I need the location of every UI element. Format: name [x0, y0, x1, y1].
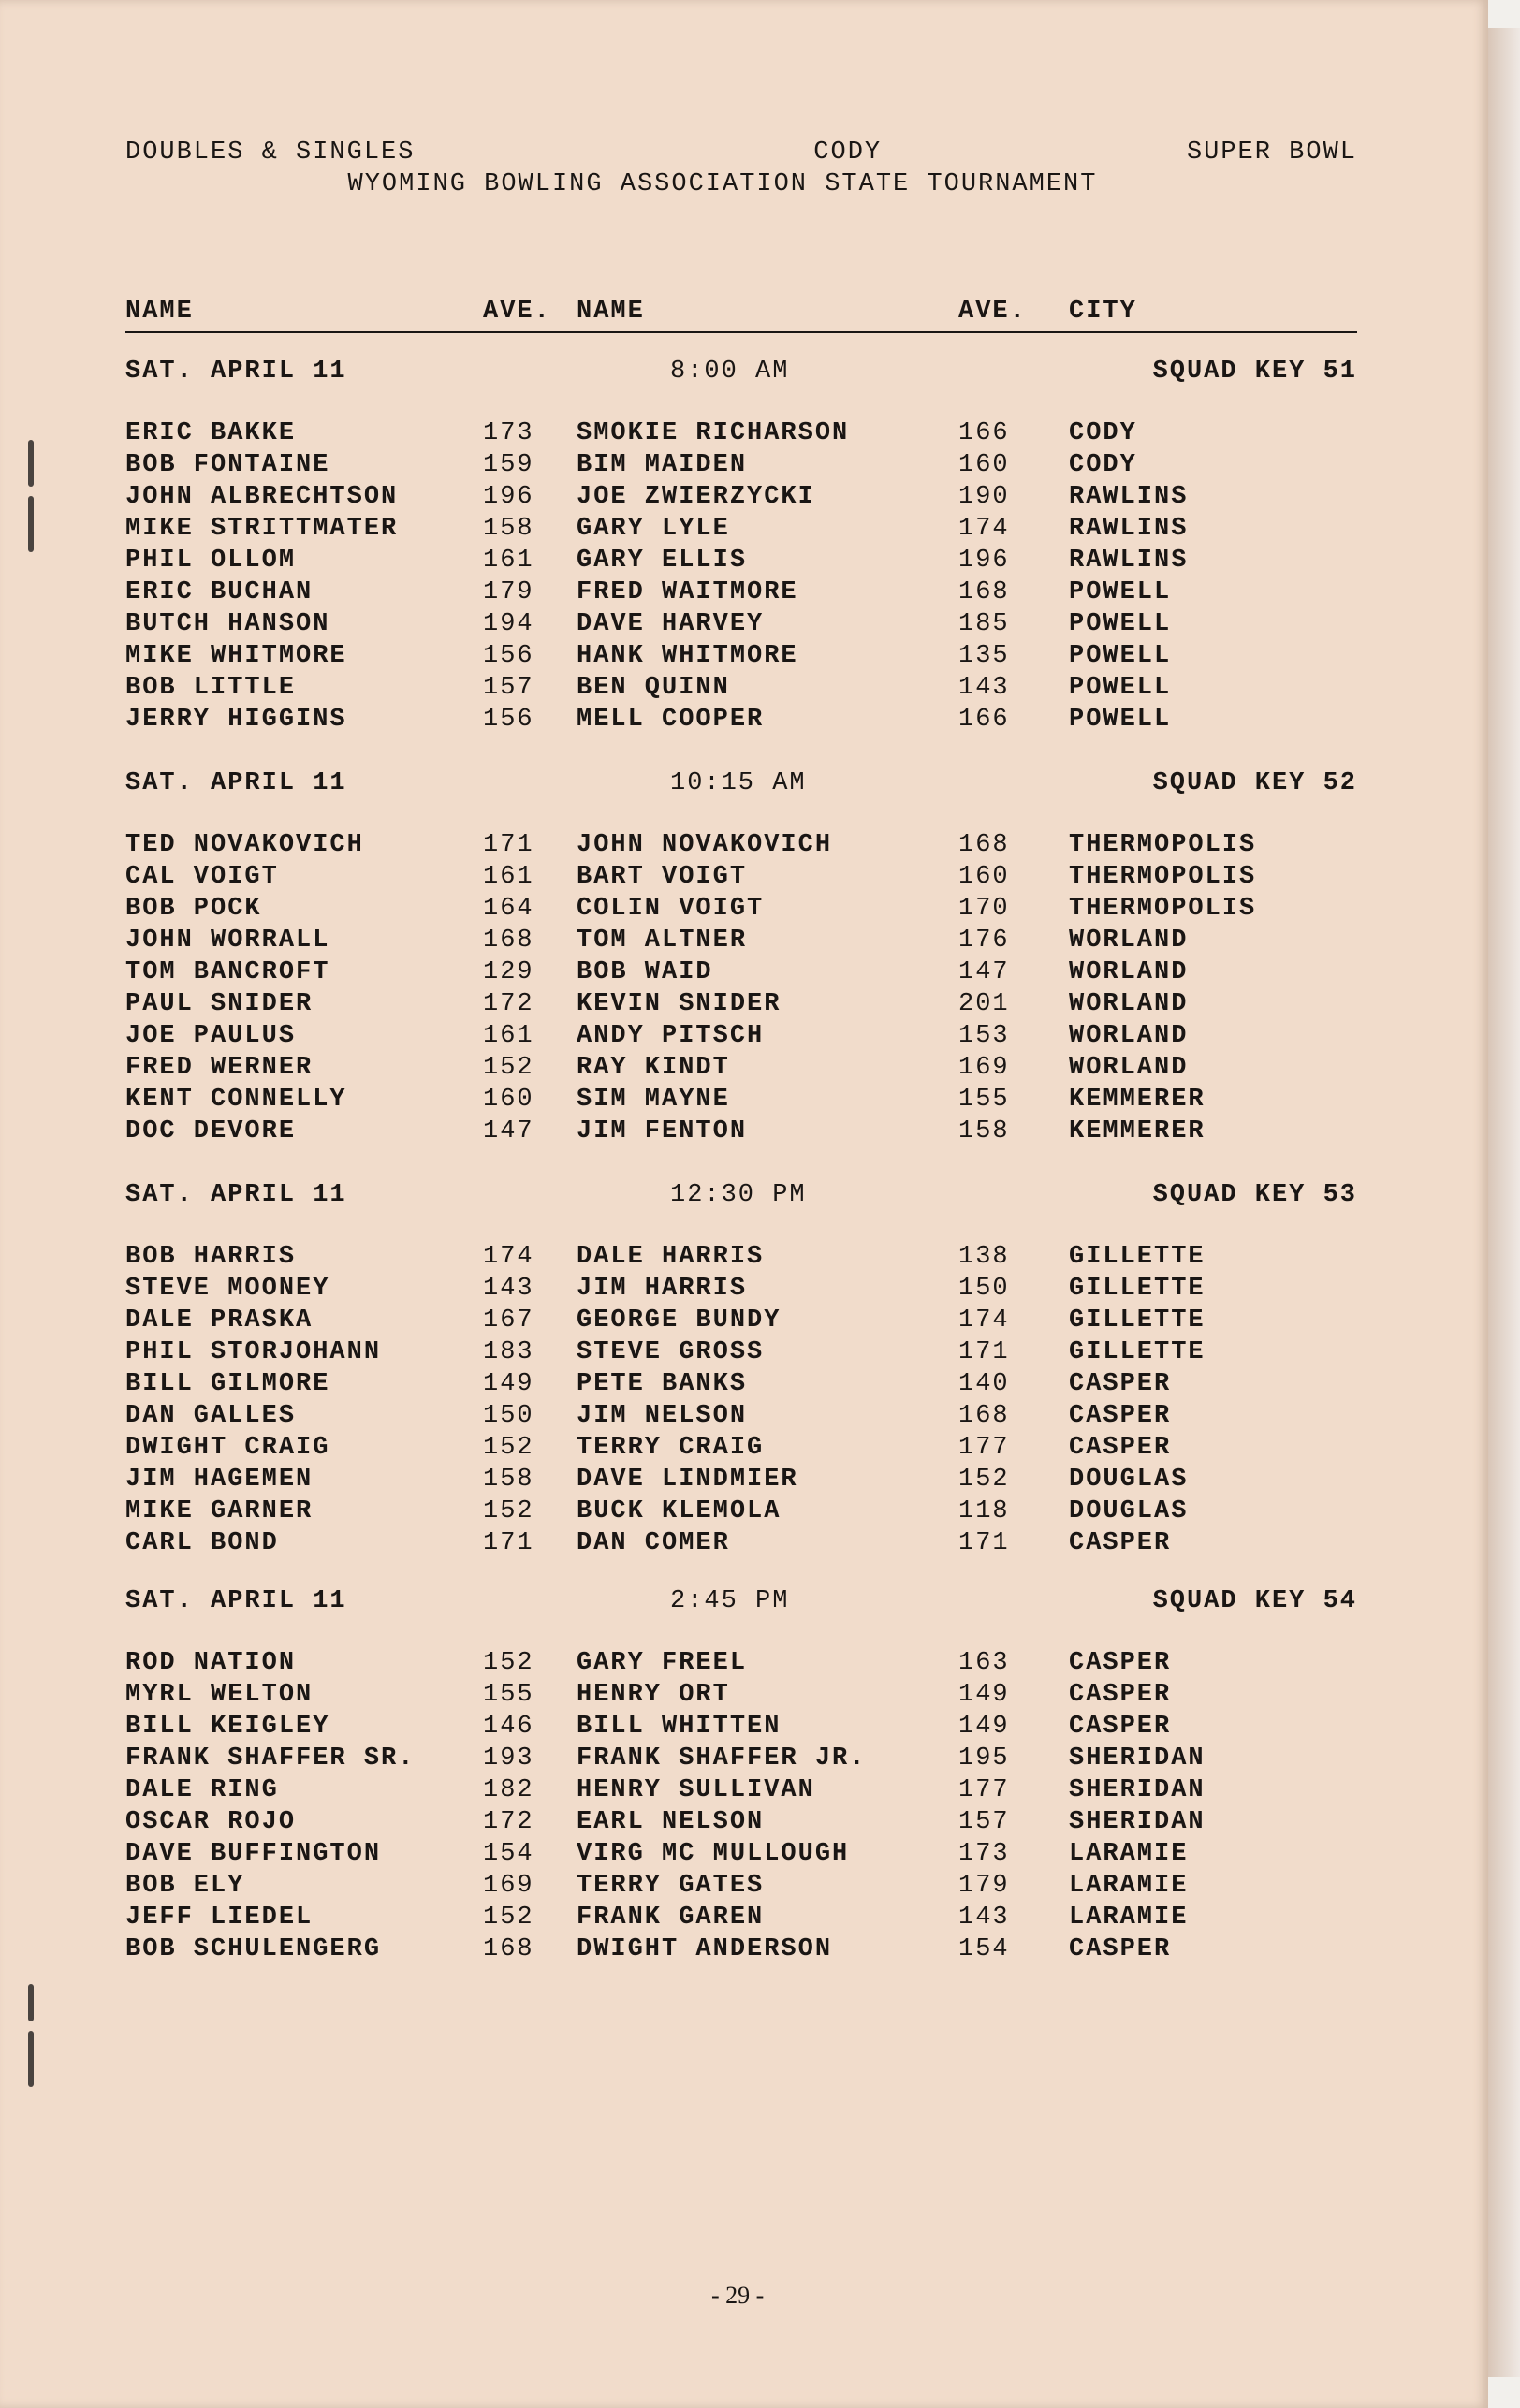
- squad-date: SAT. APRIL 11: [125, 358, 347, 386]
- team-city: CASPER: [1069, 1681, 1172, 1709]
- table-row: [125, 1086, 1357, 1117]
- header-venue: SUPER BOWL: [1186, 139, 1357, 167]
- player-2-average: 135: [958, 642, 1010, 670]
- squad-time: 12:30 PM: [670, 1181, 807, 1209]
- player-2-name: BIM MAIDEN: [577, 451, 748, 479]
- squad-date: SAT. APRIL 11: [125, 1181, 347, 1209]
- player-2-name: MELL COOPER: [577, 706, 765, 734]
- col-average-2: AVE.: [958, 298, 1027, 326]
- squad-section: [125, 1181, 1357, 1561]
- table-row: [125, 1306, 1357, 1338]
- player-1-name: DAN GALLES: [125, 1402, 297, 1430]
- table-row: [125, 1840, 1357, 1872]
- team-city: LARAMIE: [1069, 1840, 1189, 1868]
- player-2-name: COLIN VOIGT: [577, 895, 765, 923]
- player-1-average: 173: [483, 419, 534, 447]
- player-1-name: JERRY HIGGINS: [125, 706, 347, 734]
- squad-key: SQUAD KEY 51: [1152, 358, 1357, 386]
- player-1-average: 156: [483, 706, 534, 734]
- player-2-name: DAN COMER: [577, 1529, 730, 1557]
- player-1-name: DWIGHT CRAIG: [125, 1434, 330, 1462]
- player-1-name: ERIC BUCHAN: [125, 578, 314, 606]
- player-1-name: CARL BOND: [125, 1529, 279, 1557]
- player-1-average: 158: [483, 515, 534, 543]
- team-city: GILLETTE: [1069, 1243, 1206, 1271]
- player-1-name: BILL GILMORE: [125, 1370, 330, 1398]
- player-1-average: 160: [483, 1086, 534, 1114]
- player-2-name: JOHN NOVAKOVICH: [577, 831, 833, 859]
- table-row: [125, 547, 1357, 578]
- team-city: CASPER: [1069, 1649, 1172, 1677]
- staple-bottom: [28, 1984, 34, 2021]
- player-2-name: ANDY PITSCH: [577, 1022, 765, 1050]
- squad-section: [125, 1587, 1357, 1967]
- page-edge: [1488, 28, 1520, 2377]
- player-1-average: 171: [483, 1529, 534, 1557]
- player-1-average: 194: [483, 610, 534, 638]
- player-2-average: 179: [958, 1872, 1010, 1900]
- player-1-average: 172: [483, 990, 534, 1018]
- team-city: KEMMERER: [1069, 1117, 1206, 1146]
- team-city: CASPER: [1069, 1935, 1172, 1963]
- player-1-average: 129: [483, 958, 534, 986]
- squad-key: SQUAD KEY 53: [1152, 1181, 1357, 1209]
- table-row: [125, 610, 1357, 642]
- player-2-name: GARY LYLE: [577, 515, 730, 543]
- player-2-average: 163: [958, 1649, 1010, 1677]
- team-city: POWELL: [1069, 706, 1172, 734]
- squad-date: SAT. APRIL 11: [125, 769, 347, 797]
- player-1-average: 164: [483, 895, 534, 923]
- player-1-average: 146: [483, 1713, 534, 1741]
- player-1-name: BOB SCHULENGERG: [125, 1935, 382, 1963]
- team-city: RAWLINS: [1069, 483, 1189, 511]
- player-2-average: 153: [958, 1022, 1010, 1050]
- team-city: GILLETTE: [1069, 1338, 1206, 1366]
- player-1-average: 168: [483, 1935, 534, 1963]
- squad-time: 2:45 PM: [670, 1587, 790, 1615]
- player-2-name: JIM FENTON: [577, 1117, 748, 1146]
- player-2-name: FRED WAITMORE: [577, 578, 798, 606]
- player-2-average: 147: [958, 958, 1010, 986]
- player-2-name: DAVE HARVEY: [577, 610, 765, 638]
- player-1-average: 152: [483, 1054, 534, 1082]
- player-1-name: DALE PRASKA: [125, 1306, 314, 1335]
- player-2-name: STEVE GROSS: [577, 1338, 765, 1366]
- squad-time: 8:00 AM: [670, 358, 790, 386]
- squad-rows: [125, 1243, 1357, 1561]
- squad-rows: [125, 419, 1357, 737]
- table-row: [125, 1713, 1357, 1744]
- squad-rows: [125, 1649, 1357, 1967]
- player-2-name: DALE HARRIS: [577, 1243, 765, 1271]
- player-1-average: 143: [483, 1275, 534, 1303]
- table-row: [125, 451, 1357, 483]
- squad-section: [125, 769, 1357, 1149]
- team-city: SHERIDAN: [1069, 1744, 1206, 1773]
- table-row: [125, 1776, 1357, 1808]
- player-1-average: 152: [483, 1497, 534, 1525]
- player-1-average: 150: [483, 1402, 534, 1430]
- player-1-average: 156: [483, 642, 534, 670]
- player-2-name: DAVE LINDMIER: [577, 1466, 798, 1494]
- player-2-name: SIM MAYNE: [577, 1086, 730, 1114]
- team-city: DOUGLAS: [1069, 1466, 1189, 1494]
- player-2-name: BART VOIGT: [577, 863, 748, 891]
- player-2-name: PETE BANKS: [577, 1370, 748, 1398]
- page-header: [125, 139, 1357, 202]
- player-2-average: 201: [958, 990, 1010, 1018]
- player-1-name: ERIC BAKKE: [125, 419, 297, 447]
- player-2-average: 168: [958, 578, 1010, 606]
- player-2-name: GARY ELLIS: [577, 547, 748, 575]
- player-2-average: 140: [958, 1370, 1010, 1398]
- player-1-name: BOB FONTAINE: [125, 451, 330, 479]
- team-city: POWELL: [1069, 642, 1172, 670]
- player-2-average: 169: [958, 1054, 1010, 1082]
- player-1-name: TOM BANCROFT: [125, 958, 330, 986]
- table-row: [125, 515, 1357, 547]
- player-1-average: 161: [483, 547, 534, 575]
- team-city: CODY: [1069, 419, 1137, 447]
- player-2-average: 185: [958, 610, 1010, 638]
- header-location: CODY: [813, 139, 883, 167]
- squad-key: SQUAD KEY 52: [1152, 769, 1357, 797]
- team-city: LARAMIE: [1069, 1904, 1189, 1932]
- player-2-average: 174: [958, 515, 1010, 543]
- player-2-average: 166: [958, 706, 1010, 734]
- table-row: [125, 1275, 1357, 1306]
- table-row: [125, 1117, 1357, 1149]
- team-city: CASPER: [1069, 1529, 1172, 1557]
- table-row: [125, 642, 1357, 674]
- team-city: GILLETTE: [1069, 1275, 1206, 1303]
- table-row: [125, 958, 1357, 990]
- header-subtitle: WYOMING BOWLING ASSOCIATION STATE TOURNAMENT: [347, 170, 1098, 198]
- team-city: CODY: [1069, 451, 1137, 479]
- table-row: [125, 831, 1357, 863]
- player-2-average: 157: [958, 1808, 1010, 1836]
- player-1-average: 155: [483, 1681, 534, 1709]
- player-1-average: 157: [483, 674, 534, 702]
- player-1-average: 196: [483, 483, 534, 511]
- team-city: POWELL: [1069, 578, 1172, 606]
- player-1-average: 169: [483, 1872, 534, 1900]
- table-row: [125, 483, 1357, 515]
- player-2-average: 118: [958, 1497, 1010, 1525]
- player-2-average: 171: [958, 1529, 1010, 1557]
- team-city: SHERIDAN: [1069, 1776, 1206, 1804]
- player-1-average: 161: [483, 863, 534, 891]
- team-city: POWELL: [1069, 610, 1172, 638]
- squad-header: [125, 358, 1357, 391]
- team-city: THERMOPOLIS: [1069, 863, 1257, 891]
- player-2-name: TOM ALTNER: [577, 927, 748, 955]
- player-2-name: GARY FREEL: [577, 1649, 748, 1677]
- table-row: [125, 674, 1357, 706]
- player-2-name: VIRG MC MULLOUGH: [577, 1840, 850, 1868]
- team-city: WORLAND: [1069, 1054, 1189, 1082]
- player-2-name: DWIGHT ANDERSON: [577, 1935, 833, 1963]
- player-1-average: 147: [483, 1117, 534, 1146]
- team-city: SHERIDAN: [1069, 1808, 1206, 1836]
- table-row: [125, 1338, 1357, 1370]
- player-2-average: 158: [958, 1117, 1010, 1146]
- player-1-name: DALE RING: [125, 1776, 279, 1804]
- squad-date: SAT. APRIL 11: [125, 1587, 347, 1615]
- player-1-name: PAUL SNIDER: [125, 990, 314, 1018]
- player-1-name: BOB ELY: [125, 1872, 245, 1900]
- player-1-name: JOE PAULUS: [125, 1022, 297, 1050]
- table-row: [125, 1497, 1357, 1529]
- team-city: WORLAND: [1069, 927, 1189, 955]
- col-city: CITY: [1069, 298, 1137, 326]
- player-1-name: MIKE STRITTMATER: [125, 515, 399, 543]
- player-2-name: HENRY ORT: [577, 1681, 730, 1709]
- squad-section: [125, 358, 1357, 737]
- player-1-average: 193: [483, 1744, 534, 1773]
- player-2-average: 195: [958, 1744, 1010, 1773]
- squad-header: [125, 1587, 1357, 1621]
- player-1-name: CAL VOIGT: [125, 863, 279, 891]
- player-2-name: TERRY GATES: [577, 1872, 765, 1900]
- player-2-average: 171: [958, 1338, 1010, 1366]
- player-2-average: 150: [958, 1275, 1010, 1303]
- squad-key: SQUAD KEY 54: [1152, 1587, 1357, 1615]
- player-1-name: FRANK SHAFFER SR.: [125, 1744, 416, 1773]
- player-2-average: 160: [958, 451, 1010, 479]
- table-row: [125, 706, 1357, 737]
- table-row: [125, 1935, 1357, 1967]
- player-2-average: 143: [958, 1904, 1010, 1932]
- player-1-name: STEVE MOONEY: [125, 1275, 330, 1303]
- player-1-average: 149: [483, 1370, 534, 1398]
- player-1-name: BUTCH HANSON: [125, 610, 330, 638]
- table-row: [125, 1529, 1357, 1561]
- table-row: [125, 419, 1357, 451]
- table-row: [125, 1681, 1357, 1713]
- player-2-name: GEORGE BUNDY: [577, 1306, 782, 1335]
- squad-rows: [125, 831, 1357, 1149]
- squad-time: 10:15 AM: [670, 769, 807, 797]
- team-city: CASPER: [1069, 1402, 1172, 1430]
- player-1-average: 183: [483, 1338, 534, 1366]
- player-1-average: 182: [483, 1776, 534, 1804]
- player-1-name: DOC DEVORE: [125, 1117, 297, 1146]
- team-city: RAWLINS: [1069, 515, 1189, 543]
- table-row: [125, 1054, 1357, 1086]
- table-row: [125, 990, 1357, 1022]
- team-city: WORLAND: [1069, 1022, 1189, 1050]
- player-2-name: KEVIN SNIDER: [577, 990, 782, 1018]
- team-city: THERMOPOLIS: [1069, 831, 1257, 859]
- player-2-name: BILL WHITTEN: [577, 1713, 782, 1741]
- player-2-name: HENRY SULLIVAN: [577, 1776, 815, 1804]
- team-city: CASPER: [1069, 1713, 1172, 1741]
- player-2-name: BEN QUINN: [577, 674, 730, 702]
- header-event: DOUBLES & SINGLES: [125, 139, 416, 167]
- player-1-name: JIM HAGEMEN: [125, 1466, 314, 1494]
- player-2-average: 166: [958, 419, 1010, 447]
- player-1-name: PHIL OLLOM: [125, 547, 297, 575]
- player-2-average: 168: [958, 831, 1010, 859]
- team-city: THERMOPOLIS: [1069, 895, 1257, 923]
- player-1-name: DAVE BUFFINGTON: [125, 1840, 382, 1868]
- player-2-name: HANK WHITMORE: [577, 642, 798, 670]
- player-1-average: 172: [483, 1808, 534, 1836]
- player-1-name: BILL KEIGLEY: [125, 1713, 330, 1741]
- player-2-average: 152: [958, 1466, 1010, 1494]
- player-1-name: TED NOVAKOVICH: [125, 831, 364, 859]
- player-1-name: BOB POCK: [125, 895, 262, 923]
- table-row: [125, 1434, 1357, 1466]
- table-row: [125, 1808, 1357, 1840]
- team-city: KEMMERER: [1069, 1086, 1206, 1114]
- player-2-average: 173: [958, 1840, 1010, 1868]
- player-2-average: 170: [958, 895, 1010, 923]
- player-2-name: BUCK KLEMOLA: [577, 1497, 782, 1525]
- player-2-name: FRANK GAREN: [577, 1904, 765, 1932]
- page-number: - 29 -: [711, 2282, 765, 2309]
- player-1-name: FRED WERNER: [125, 1054, 314, 1082]
- player-1-average: 174: [483, 1243, 534, 1271]
- player-1-average: 179: [483, 578, 534, 606]
- player-1-name: PHIL STORJOHANN: [125, 1338, 382, 1366]
- table-row: [125, 863, 1357, 895]
- table-row: [125, 1904, 1357, 1935]
- player-1-average: 168: [483, 927, 534, 955]
- table-row: [125, 1744, 1357, 1776]
- team-city: GILLETTE: [1069, 1306, 1206, 1335]
- team-city: CASPER: [1069, 1370, 1172, 1398]
- col-average-1: AVE.: [483, 298, 551, 326]
- player-2-average: 174: [958, 1306, 1010, 1335]
- team-city: RAWLINS: [1069, 547, 1189, 575]
- player-1-name: OSCAR ROJO: [125, 1808, 297, 1836]
- player-1-average: 159: [483, 451, 534, 479]
- player-2-average: 190: [958, 483, 1010, 511]
- team-city: WORLAND: [1069, 990, 1189, 1018]
- player-1-average: 152: [483, 1904, 534, 1932]
- player-1-name: KENT CONNELLY: [125, 1086, 347, 1114]
- col-name-2: NAME: [577, 298, 645, 326]
- player-2-name: EARL NELSON: [577, 1808, 765, 1836]
- team-city: WORLAND: [1069, 958, 1189, 986]
- player-2-name: JIM HARRIS: [577, 1275, 748, 1303]
- player-1-name: ROD NATION: [125, 1649, 297, 1677]
- player-2-average: 176: [958, 927, 1010, 955]
- player-2-average: 143: [958, 674, 1010, 702]
- table-row: [125, 927, 1357, 958]
- player-1-name: MIKE WHITMORE: [125, 642, 347, 670]
- player-1-name: BOB HARRIS: [125, 1243, 297, 1271]
- team-city: CASPER: [1069, 1434, 1172, 1462]
- player-2-average: 160: [958, 863, 1010, 891]
- player-2-average: 138: [958, 1243, 1010, 1271]
- player-2-average: 155: [958, 1086, 1010, 1114]
- player-1-average: 152: [483, 1434, 534, 1462]
- table-row: [125, 895, 1357, 927]
- player-2-average: 168: [958, 1402, 1010, 1430]
- player-2-average: 154: [958, 1935, 1010, 1963]
- player-1-name: MYRL WELTON: [125, 1681, 314, 1709]
- player-1-average: 161: [483, 1022, 534, 1050]
- table-row: [125, 1402, 1357, 1434]
- player-1-average: 158: [483, 1466, 534, 1494]
- table-row: [125, 1022, 1357, 1054]
- player-2-name: JIM NELSON: [577, 1402, 748, 1430]
- player-1-name: JOHN WORRALL: [125, 927, 330, 955]
- table-row: [125, 1466, 1357, 1497]
- player-1-name: JOHN ALBRECHTSON: [125, 483, 399, 511]
- squad-header: [125, 1181, 1357, 1215]
- table-row: [125, 1649, 1357, 1681]
- table-row: [125, 1872, 1357, 1904]
- player-2-name: SMOKIE RICHARSON: [577, 419, 850, 447]
- player-2-average: 149: [958, 1681, 1010, 1709]
- player-2-name: RAY KINDT: [577, 1054, 730, 1082]
- player-2-average: 177: [958, 1776, 1010, 1804]
- player-2-name: BOB WAID: [577, 958, 713, 986]
- player-1-name: MIKE GARNER: [125, 1497, 314, 1525]
- player-1-average: 171: [483, 831, 534, 859]
- player-2-name: JOE ZWIERZYCKI: [577, 483, 815, 511]
- staple-bottom-lower: [28, 2031, 34, 2087]
- player-2-average: 196: [958, 547, 1010, 575]
- player-1-average: 152: [483, 1649, 534, 1677]
- player-2-average: 177: [958, 1434, 1010, 1462]
- player-2-name: TERRY CRAIG: [577, 1434, 765, 1462]
- team-city: DOUGLAS: [1069, 1497, 1189, 1525]
- table-row: [125, 1243, 1357, 1275]
- squad-header: [125, 769, 1357, 803]
- table-row: [125, 1370, 1357, 1402]
- table-row: [125, 578, 1357, 610]
- player-2-average: 149: [958, 1713, 1010, 1741]
- col-name-1: NAME: [125, 298, 194, 326]
- team-city: LARAMIE: [1069, 1872, 1189, 1900]
- team-city: POWELL: [1069, 674, 1172, 702]
- column-headers: [125, 298, 1357, 333]
- player-1-name: JEFF LIEDEL: [125, 1904, 314, 1932]
- staple-top: [28, 440, 34, 487]
- player-2-name: FRANK SHAFFER JR.: [577, 1744, 867, 1773]
- staple-top-lower: [28, 496, 34, 552]
- player-1-name: BOB LITTLE: [125, 674, 297, 702]
- player-1-average: 167: [483, 1306, 534, 1335]
- player-1-average: 154: [483, 1840, 534, 1868]
